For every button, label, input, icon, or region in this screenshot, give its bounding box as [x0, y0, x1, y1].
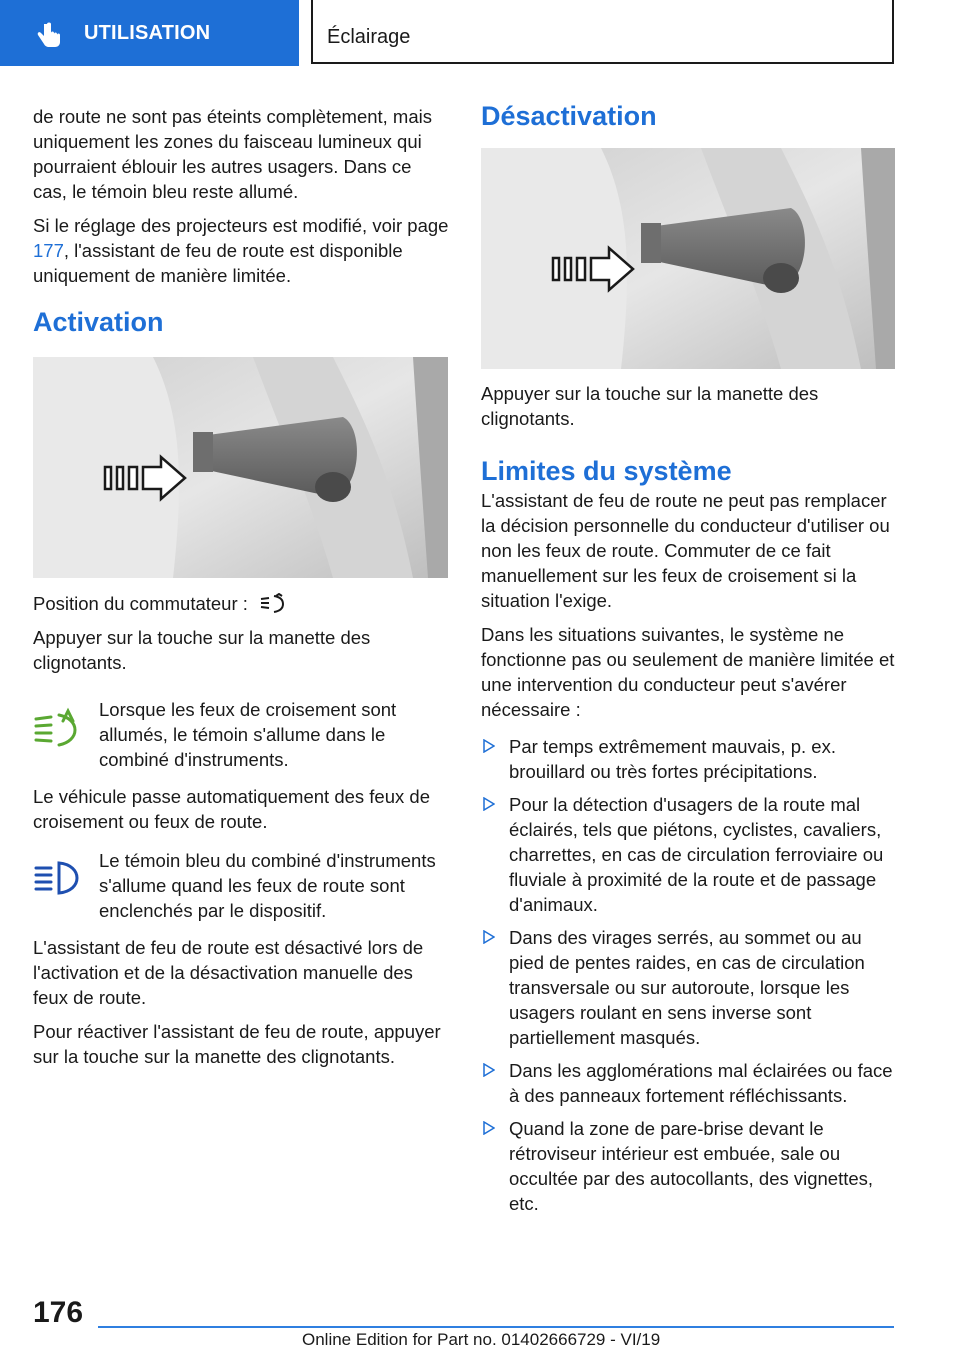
list-item: Par temps extrêmement mauvais, p. ex. brouillard ou très fortes précipitations. — [481, 734, 895, 784]
situations-intro: Dans les situations suivantes, le système ne fonctionne pas ou seulement de manière limitée et une intervention du conducteur peut s'avérer nécessaire : — [481, 624, 895, 720]
stalk-illustration — [33, 357, 448, 578]
hand-pointer-icon — [34, 22, 64, 48]
limits-heading: Limites du système — [481, 456, 732, 486]
triangle-bullet-icon — [483, 1063, 495, 1077]
right-column-bottom — [481, 381, 895, 1224]
list-item: Pour la détection d'usagers de la route mal éclairés, tels que piétons, cyclistes, cavaliers, charrettes, en cas de circulation ferroviaire ou fluviale à proximité de la route et de passage d'animaux. — [481, 792, 895, 917]
intro-paragraph: de route ne sont pas éteints complètement, mais uniquement les zones du faisceau lumineux qui pourraient éblouir les autres usagers. Dans ce cas, le témoin bleu reste allumé. — [33, 106, 432, 202]
list-item: Dans les agglomérations mal éclairées ou face à des panneaux fortement réfléchissants. — [481, 1058, 895, 1108]
activation-photo — [33, 357, 448, 578]
list-item: Dans des virages serrés, au sommet ou au pied de pentes raides, en cas de circulation transversale ou sur autoroute, lorsque les usagers roulant en sens inverse sont partiellement masqués. — [481, 925, 895, 1050]
edition-footer: Online Edition for Part no. 01402666729 - VI/19 — [302, 1330, 661, 1349]
note-low-beam — [33, 697, 449, 772]
section-tab — [0, 0, 299, 66]
stalk-illustration — [481, 148, 895, 369]
reference-paragraph: Si le réglage des projecteurs est modifié, voir page 177, l'assistant de feu de route est disponible uniquement de manière limitée. — [33, 215, 449, 286]
note-high-beam — [33, 848, 449, 923]
triangle-bullet-icon — [483, 930, 495, 944]
page-number: 176 — [33, 1296, 84, 1329]
left-column-top — [33, 104, 449, 335]
auto-high-beam-indicator-icon — [33, 707, 83, 747]
page-link[interactable]: 177 — [33, 240, 64, 261]
topic-box — [311, 0, 894, 64]
right-column-top — [481, 101, 895, 131]
list-item: Quand la zone de pare-brise devant le rétroviseur intérieur est embuée, sale ou occultée par des autocollants, des vignettes, etc. — [481, 1116, 895, 1216]
deactivation-photo — [481, 148, 895, 369]
note-high-beam-text: Le témoin bleu du combiné d'instruments s'allume quand les feux de route sont enclenchés par le dispositif. — [99, 850, 436, 921]
section-label: UTILISATION — [84, 22, 211, 44]
high-beam-indicator-icon — [33, 858, 83, 898]
deactivated-text: L'assistant de feu de route est désactivé lors de l'activation et de la désactivation manuelle des feux de route. — [33, 937, 424, 1008]
triangle-bullet-icon — [483, 739, 495, 753]
triangle-bullet-icon — [483, 797, 495, 811]
auto-switch-text: Le véhicule passe automatiquement des feux de croisement ou feux de route. — [33, 786, 430, 832]
note-low-beam-text: Lorsque les feux de croisement sont allumés, le témoin s'allume dans le combiné d'instruments. — [99, 699, 397, 770]
deactivation-heading: Désactivation — [481, 101, 657, 131]
activation-heading: Activation — [33, 307, 164, 337]
switch-position: Position du commutateur : — [33, 591, 449, 616]
limits-intro: L'assistant de feu de route ne peut pas remplacer la décision personnelle du conducteur d'utiliser ou non les feux de route. Commuter de ce fait manuellement sur les feux de croisement si la situation l'exige. — [481, 490, 890, 611]
deactivation-press-text: Appuyer sur la touche sur la manette des clignotants. — [481, 383, 819, 429]
auto-high-beam-icon — [259, 593, 285, 613]
limits-list — [481, 734, 895, 1216]
triangle-bullet-icon — [483, 1121, 495, 1135]
footer-divider — [98, 1326, 894, 1328]
left-column-bottom — [33, 591, 449, 1078]
reactivate-text: Pour réactiver l'assistant de feu de route, appuyer sur la touche sur la manette des clignotants. — [33, 1021, 441, 1067]
activation-press-text: Appuyer sur la touche sur la manette des clignotants. — [33, 627, 371, 673]
topic-label: Éclairage — [327, 26, 411, 48]
